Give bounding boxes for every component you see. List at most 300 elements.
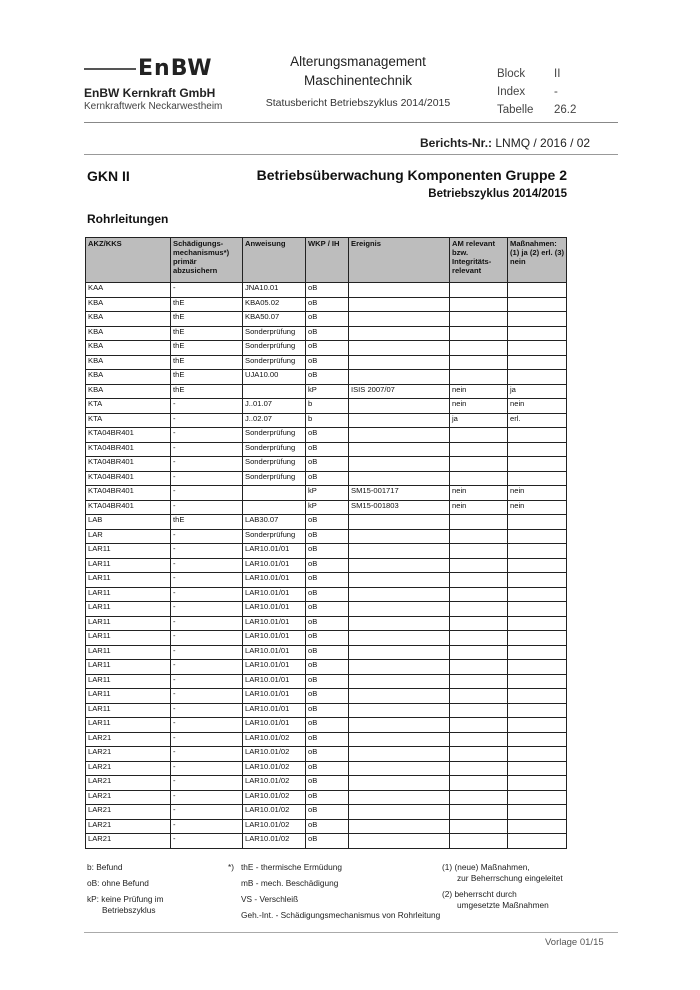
cell-mechanism: - (171, 834, 243, 849)
cell-am-relevant (450, 819, 508, 834)
cell-measures (508, 457, 567, 472)
legend-befund: b: Befund (87, 862, 123, 872)
cell-mechanism: - (171, 616, 243, 631)
cell-measures (508, 616, 567, 631)
cell-am-relevant (450, 790, 508, 805)
cell-wkp: oB (306, 689, 349, 704)
cell-mechanism: - (171, 819, 243, 834)
cell-instruction: KBA50.07 (243, 312, 306, 327)
table-row (86, 558, 567, 573)
cell-event (349, 660, 450, 675)
cell-akz: KTA04BR401 (86, 500, 171, 515)
cell-mechanism: - (171, 573, 243, 588)
cell-wkp: oB (306, 428, 349, 443)
plant-name: Kernkraftwerk Neckarwestheim (84, 101, 223, 112)
cell-am-relevant (450, 355, 508, 370)
cell-instruction: Sonderprüfung (243, 341, 306, 356)
cell-event: SM15-001717 (349, 486, 450, 501)
cell-mechanism: - (171, 703, 243, 718)
meta-index-label: Index (497, 86, 526, 98)
cell-wkp: oB (306, 370, 349, 385)
cell-mechanism: thE (171, 341, 243, 356)
cell-am-relevant (450, 805, 508, 820)
cell-am-relevant (450, 602, 508, 617)
cell-am-relevant (450, 515, 508, 530)
cell-instruction: Sonderprüfung (243, 355, 306, 370)
cell-measures (508, 761, 567, 776)
cell-wkp: oB (306, 442, 349, 457)
cell-instruction: LAR10.01/02 (243, 819, 306, 834)
cell-instruction: LAR10.01/02 (243, 834, 306, 849)
cell-measures (508, 660, 567, 675)
cell-wkp: oB (306, 805, 349, 820)
cell-mechanism: - (171, 442, 243, 457)
cell-measures (508, 732, 567, 747)
legend-measure-1: (1) (neue) Maßnahmen, (442, 862, 530, 872)
cell-am-relevant (450, 631, 508, 646)
cell-akz: LAR21 (86, 776, 171, 791)
footer-divider (84, 932, 618, 933)
cell-instruction: JNA10.01 (243, 283, 306, 298)
cell-wkp: oB (306, 558, 349, 573)
cell-measures (508, 602, 567, 617)
cell-akz: LAR11 (86, 631, 171, 646)
cell-akz: KBA (86, 355, 171, 370)
cell-mechanism: thE (171, 355, 243, 370)
cell-am-relevant (450, 573, 508, 588)
cell-wkp: oB (306, 297, 349, 312)
cell-measures (508, 341, 567, 356)
cell-mechanism: - (171, 500, 243, 515)
cell-event (349, 732, 450, 747)
table-row (86, 674, 567, 689)
cell-am-relevant (450, 703, 508, 718)
cell-event (349, 283, 450, 298)
table-row (86, 732, 567, 747)
cell-wkp: oB (306, 718, 349, 733)
cell-am-relevant (450, 834, 508, 849)
cell-measures (508, 805, 567, 820)
cell-measures (508, 471, 567, 486)
document-title-line2: Maschinentechnik (303, 73, 413, 88)
meta-block-value: II (554, 68, 561, 80)
cell-mechanism: - (171, 283, 243, 298)
cell-measures (508, 776, 567, 791)
cell-akz: KBA (86, 326, 171, 341)
legend-ohne-befund: oB: ohne Befund (87, 878, 149, 888)
cell-wkp: oB (306, 587, 349, 602)
legend-measure-1-cont: zur Beherrschung eingeleitet (457, 873, 563, 883)
col-header-am-relevant: AM relevant bzw. Integritäts-relevant (450, 238, 508, 283)
cell-mechanism: - (171, 674, 243, 689)
cell-measures (508, 355, 567, 370)
cell-mechanism: - (171, 602, 243, 617)
table-row (86, 602, 567, 617)
cell-mechanism: - (171, 645, 243, 660)
cell-akz: KTA (86, 413, 171, 428)
table-body (86, 283, 567, 849)
cell-event (349, 442, 450, 457)
cell-am-relevant (450, 761, 508, 776)
document-title (258, 52, 458, 90)
col-header-instruction: Anweisung (243, 238, 306, 283)
cell-measures: erl. (508, 413, 567, 428)
cell-am-relevant (450, 732, 508, 747)
cell-wkp: kP (306, 486, 349, 501)
legend-left (87, 862, 164, 916)
cell-measures (508, 283, 567, 298)
logo-line (84, 68, 136, 70)
cell-wkp: oB (306, 631, 349, 646)
table-row (86, 283, 567, 298)
cell-event (349, 776, 450, 791)
cell-instruction: LAR10.01/01 (243, 645, 306, 660)
cell-akz: LAR11 (86, 689, 171, 704)
cell-measures (508, 573, 567, 588)
cell-mechanism: - (171, 413, 243, 428)
table-row (86, 660, 567, 675)
cycle-title: Betriebszyklus 2014/2015 (428, 188, 567, 200)
cell-am-relevant (450, 326, 508, 341)
cell-measures (508, 819, 567, 834)
cell-measures (508, 558, 567, 573)
cell-am-relevant (450, 587, 508, 602)
cell-akz: KTA04BR401 (86, 471, 171, 486)
table-row (86, 819, 567, 834)
cell-instruction: LAR10.01/02 (243, 776, 306, 791)
report-number (420, 136, 590, 150)
cell-wkp: oB (306, 761, 349, 776)
cell-am-relevant (450, 558, 508, 573)
cell-akz: LAR21 (86, 805, 171, 820)
cell-akz: KTA04BR401 (86, 486, 171, 501)
cell-wkp: oB (306, 645, 349, 660)
cell-event (349, 747, 450, 762)
cell-mechanism: thE (171, 326, 243, 341)
cell-akz: LAR21 (86, 834, 171, 849)
table-row (86, 399, 567, 414)
table-row (86, 486, 567, 501)
cell-instruction: J..01.07 (243, 399, 306, 414)
cell-instruction: KBA05.02 (243, 297, 306, 312)
cell-wkp: oB (306, 341, 349, 356)
cell-measures (508, 515, 567, 530)
table-row (86, 457, 567, 472)
cell-am-relevant: nein (450, 384, 508, 399)
header-divider (84, 122, 618, 123)
enbw-logo: EnBW (138, 56, 213, 81)
cell-wkp: oB (306, 819, 349, 834)
report-divider (84, 154, 618, 155)
cell-wkp: oB (306, 471, 349, 486)
report-number-value: LNMQ / 2016 / 02 (495, 136, 591, 150)
cell-instruction (243, 486, 306, 501)
cell-mechanism: - (171, 805, 243, 820)
cell-instruction: LAR10.01/01 (243, 544, 306, 559)
page-title: Betriebsüberwachung Komponenten Gruppe 2 (256, 167, 567, 183)
cell-instruction: J..02.07 (243, 413, 306, 428)
cell-wkp: oB (306, 747, 349, 762)
legend-mb: mB - mech. Beschädigung (241, 878, 339, 888)
cell-mechanism: thE (171, 384, 243, 399)
cell-event (349, 631, 450, 646)
table-row (86, 573, 567, 588)
cell-am-relevant (450, 660, 508, 675)
table-row (86, 616, 567, 631)
cell-akz: LAR21 (86, 747, 171, 762)
cell-measures (508, 645, 567, 660)
cell-am-relevant: nein (450, 399, 508, 414)
table-row (86, 442, 567, 457)
cell-am-relevant (450, 544, 508, 559)
table-row (86, 776, 567, 791)
cell-wkp: oB (306, 703, 349, 718)
cell-akz: LAR11 (86, 602, 171, 617)
cell-am-relevant (450, 370, 508, 385)
cell-wkp: oB (306, 529, 349, 544)
cell-event (349, 544, 450, 559)
cell-event (349, 761, 450, 776)
cell-akz: LAR21 (86, 790, 171, 805)
cell-wkp: oB (306, 326, 349, 341)
cell-am-relevant: ja (450, 413, 508, 428)
cell-instruction: LAR10.01/02 (243, 747, 306, 762)
cell-event: ISIS 2007/07 (349, 384, 450, 399)
cell-event (349, 645, 450, 660)
cell-wkp: oB (306, 834, 349, 849)
cell-akz: KTA04BR401 (86, 457, 171, 472)
cell-wkp: kP (306, 384, 349, 399)
cell-akz: LAR11 (86, 718, 171, 733)
cell-mechanism: - (171, 776, 243, 791)
cell-am-relevant (450, 312, 508, 327)
legend-measure-2: (2) beherrscht durch (442, 889, 517, 899)
cell-measures (508, 718, 567, 733)
cell-instruction: Sonderprüfung (243, 471, 306, 486)
cell-wkp: oB (306, 776, 349, 791)
cell-instruction: Sonderprüfung (243, 428, 306, 443)
cell-akz: KTA04BR401 (86, 428, 171, 443)
cell-akz: LAR11 (86, 645, 171, 660)
cell-wkp: b (306, 399, 349, 414)
col-header-measures: Maßnahmen: (1) ja (2) erl. (3) nein (508, 238, 567, 283)
cell-instruction: LAR10.01/02 (243, 790, 306, 805)
cell-instruction: LAR10.01/01 (243, 616, 306, 631)
cell-mechanism: - (171, 718, 243, 733)
cell-event (349, 819, 450, 834)
cell-mechanism: thE (171, 312, 243, 327)
cell-instruction: LAR10.01/02 (243, 805, 306, 820)
cell-event (349, 573, 450, 588)
cell-instruction: Sonderprüfung (243, 529, 306, 544)
cell-mechanism: - (171, 732, 243, 747)
cell-event (349, 370, 450, 385)
cell-am-relevant (450, 776, 508, 791)
legend-the: thE - thermische Ermüdung (241, 862, 342, 872)
cell-event (349, 428, 450, 443)
cell-wkp: oB (306, 312, 349, 327)
cell-am-relevant (450, 341, 508, 356)
report-number-label: Berichts-Nr.: (420, 136, 493, 150)
cell-am-relevant: nein (450, 500, 508, 515)
cell-akz: LAR11 (86, 587, 171, 602)
table-row (86, 544, 567, 559)
table-row (86, 370, 567, 385)
cell-akz: LAR21 (86, 761, 171, 776)
cell-measures: ja (508, 384, 567, 399)
cell-event (349, 399, 450, 414)
table-row (86, 747, 567, 762)
cell-wkp: oB (306, 544, 349, 559)
cell-am-relevant (450, 718, 508, 733)
col-header-mechanism: Schädigungs-mechanismus*) primär abzusichern (171, 238, 243, 283)
cell-am-relevant (450, 529, 508, 544)
cell-event (349, 457, 450, 472)
cell-event (349, 616, 450, 631)
cell-am-relevant (450, 428, 508, 443)
cell-mechanism: thE (171, 297, 243, 312)
cell-instruction: LAB30.07 (243, 515, 306, 530)
cell-event: SM15-001803 (349, 500, 450, 515)
cell-wkp: oB (306, 674, 349, 689)
cell-akz: KTA (86, 399, 171, 414)
table-row (86, 805, 567, 820)
cell-measures (508, 428, 567, 443)
col-header-wkp: WKP / IH (306, 238, 349, 283)
cell-measures (508, 312, 567, 327)
meta-index-value: - (554, 86, 558, 98)
cell-akz: KTA04BR401 (86, 442, 171, 457)
cell-akz: LAR11 (86, 674, 171, 689)
cell-mechanism: - (171, 471, 243, 486)
cell-event (349, 341, 450, 356)
document-title-line1: Alterungsmanagement (290, 54, 426, 69)
cell-wkp: b (306, 413, 349, 428)
cell-wkp: oB (306, 355, 349, 370)
cell-instruction (243, 500, 306, 515)
table-row (86, 413, 567, 428)
cell-akz: LAR (86, 529, 171, 544)
cell-akz: LAR11 (86, 703, 171, 718)
cell-event (349, 834, 450, 849)
cell-instruction (243, 384, 306, 399)
cell-instruction: Sonderprüfung (243, 326, 306, 341)
cell-instruction: LAR10.01/02 (243, 761, 306, 776)
cell-akz: KBA (86, 384, 171, 399)
cell-instruction: Sonderprüfung (243, 457, 306, 472)
cell-akz: KAA (86, 283, 171, 298)
cell-instruction: LAR10.01/01 (243, 558, 306, 573)
cell-measures (508, 587, 567, 602)
cell-event (349, 805, 450, 820)
cell-mechanism: - (171, 544, 243, 559)
table-row (86, 500, 567, 515)
cell-measures (508, 442, 567, 457)
table-row (86, 703, 567, 718)
cell-measures (508, 544, 567, 559)
table-row (86, 718, 567, 733)
plant-code: GKN II (87, 168, 130, 184)
cell-measures: nein (508, 500, 567, 515)
table-row (86, 341, 567, 356)
table-row (86, 326, 567, 341)
cell-instruction: LAR10.01/01 (243, 660, 306, 675)
cell-mechanism: thE (171, 370, 243, 385)
cell-measures (508, 674, 567, 689)
cell-akz: KBA (86, 312, 171, 327)
cell-mechanism: - (171, 747, 243, 762)
cell-wkp: oB (306, 602, 349, 617)
meta-block-label: Block (497, 68, 526, 80)
cell-instruction: LAR10.01/01 (243, 718, 306, 733)
cell-akz: LAR11 (86, 558, 171, 573)
cell-instruction: LAR10.01/02 (243, 732, 306, 747)
cell-measures (508, 631, 567, 646)
cell-am-relevant (450, 442, 508, 457)
table-row (86, 471, 567, 486)
legend-mid (241, 862, 440, 921)
cell-mechanism: - (171, 587, 243, 602)
cell-event (349, 297, 450, 312)
cell-wkp: oB (306, 790, 349, 805)
cell-event (349, 703, 450, 718)
table-row (86, 631, 567, 646)
table-row (86, 515, 567, 530)
cell-akz: LAR21 (86, 732, 171, 747)
cell-mechanism: - (171, 761, 243, 776)
cell-mechanism: - (171, 558, 243, 573)
cell-akz: LAR21 (86, 819, 171, 834)
table-row (86, 355, 567, 370)
cell-mechanism: - (171, 790, 243, 805)
meta-table-value: 26.2 (554, 104, 577, 116)
cell-measures (508, 834, 567, 849)
cell-event (349, 529, 450, 544)
legend-marker: *) (228, 862, 234, 872)
col-header-event: Ereignis (349, 238, 450, 283)
cell-event (349, 602, 450, 617)
cell-event (349, 312, 450, 327)
cell-wkp: oB (306, 457, 349, 472)
legend-vs: VS - Verschleiß (241, 894, 299, 904)
components-table (85, 237, 567, 849)
meta-table-label: Tabelle (497, 104, 534, 116)
cell-am-relevant (450, 297, 508, 312)
cell-akz: KBA (86, 341, 171, 356)
cell-instruction: LAR10.01/01 (243, 587, 306, 602)
cell-measures (508, 790, 567, 805)
cell-event (349, 471, 450, 486)
cell-akz: LAB (86, 515, 171, 530)
cell-am-relevant (450, 747, 508, 762)
legend-measure-2-cont: umgesetzte Maßnahmen (457, 900, 549, 910)
cell-akz: KBA (86, 297, 171, 312)
cell-measures (508, 297, 567, 312)
cell-event (349, 674, 450, 689)
cell-measures: nein (508, 399, 567, 414)
legend-right (442, 862, 563, 911)
cell-instruction: LAR10.01/01 (243, 689, 306, 704)
cell-am-relevant (450, 645, 508, 660)
cell-mechanism: - (171, 428, 243, 443)
cell-akz: LAR11 (86, 660, 171, 675)
cell-measures (508, 529, 567, 544)
cell-mechanism: - (171, 457, 243, 472)
cell-instruction: Sonderprüfung (243, 442, 306, 457)
cell-am-relevant (450, 689, 508, 704)
cell-wkp: oB (306, 732, 349, 747)
cell-event (349, 718, 450, 733)
